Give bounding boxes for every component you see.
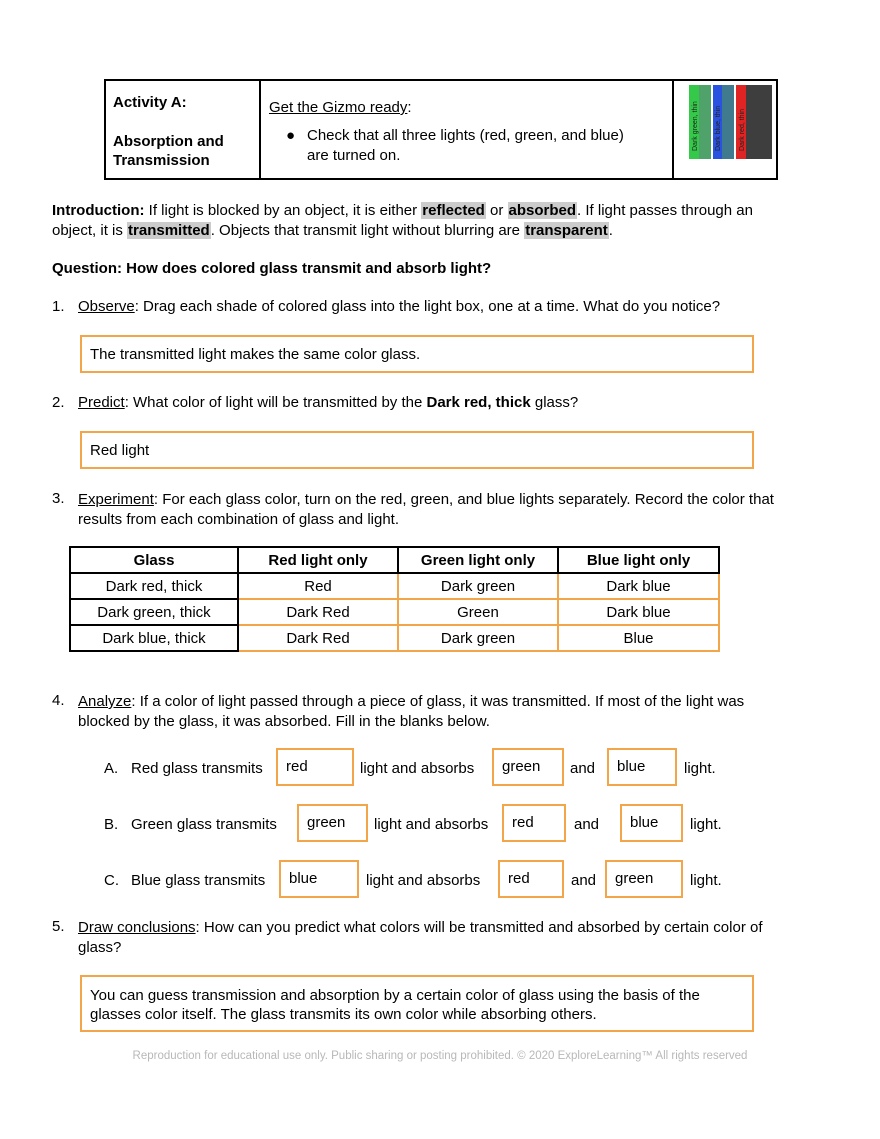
q4-prompt: Analyze: If a color of light passed through a piece of glass, it was transmitted. If most of the light was blocked by the glass, it was absorbed. Fill in the blanks below.: [78, 693, 745, 730]
result-cell[interactable]: Dark Red: [238, 625, 398, 651]
q4b-absorb-blank-1[interactable]: red: [502, 804, 566, 842]
q4c-absorb-blank-2[interactable]: green: [605, 860, 683, 898]
q4b-and: and: [574, 816, 600, 833]
q4b-end: light.: [690, 816, 722, 833]
q4a-transmit-blank[interactable]: red: [276, 748, 354, 786]
glass-label-blue: Dark blue, thin: [715, 105, 722, 151]
q2-prompt: Predict: What color of light will be transmitted by the Dark red, thick glass?: [78, 394, 579, 411]
result-cell[interactable]: Dark Red: [238, 599, 398, 625]
q4a-and: and: [570, 760, 596, 777]
q4c-mid: light and absorbs: [366, 872, 481, 889]
q5-answer-line-2: glasses color itself. The glass transmits its own color while absorbing others.: [90, 1006, 597, 1023]
q4a-end: light.: [684, 760, 716, 777]
q4c-and: and: [571, 872, 597, 889]
table-row: [70, 625, 719, 651]
bullet-line-2: are turned on.: [307, 147, 401, 164]
q4a-absorb-blank-1[interactable]: green: [492, 748, 564, 786]
bullet-line-1: Check that all three lights (red, green, and blue): [307, 127, 624, 144]
q4-number: 4.: [52, 692, 65, 709]
activity-title-line1: Absorption and: [113, 133, 224, 150]
q2-answer-field[interactable]: Red light: [80, 431, 754, 469]
q4a-absorb-blank-2[interactable]: blue: [607, 748, 677, 786]
glass-label-green: Dark green, thin: [692, 101, 699, 151]
q2-number: 2.: [52, 394, 65, 411]
header-green-light: Green light only: [398, 547, 558, 573]
activity-header-table: [104, 79, 778, 180]
q4c-absorb-blank-1[interactable]: red: [498, 860, 564, 898]
q4b-transmit-blank[interactable]: green: [297, 804, 368, 842]
glass-label-red: Dark red, thin: [739, 108, 746, 151]
q4b-lead: Green glass transmits: [131, 816, 277, 833]
copyright-footer: Reproduction for educational use only. Public sharing or posting prohibited. © 2020 ExploreLearning™ All rights reserved: [132, 1050, 748, 1062]
table-row: [70, 573, 719, 599]
result-cell[interactable]: Dark green: [398, 625, 558, 651]
glass-cell: Dark red, thick: [70, 573, 238, 599]
activity-label: Activity A:: [113, 94, 187, 111]
result-cell[interactable]: Red: [238, 573, 398, 599]
results-table: [69, 546, 720, 652]
q4c-lead: Blue glass transmits: [131, 872, 266, 889]
gizmo-glass-image: [674, 81, 774, 178]
q1-prompt: Observe: Drag each shade of colored glass into the light box, one at a time. What do you notice?: [78, 298, 721, 315]
q3-number: 3.: [52, 490, 65, 507]
q4a-letter: A.: [104, 760, 119, 777]
table-header-row: [70, 547, 719, 573]
result-cell[interactable]: Dark green: [398, 573, 558, 599]
table-row: [70, 599, 719, 625]
glass-cell: Dark green, thick: [70, 599, 238, 625]
q5-answer-field[interactable]: [80, 975, 754, 1032]
q1-number: 1.: [52, 298, 65, 315]
result-cell[interactable]: Green: [398, 599, 558, 625]
q3-prompt: Experiment: For each glass color, turn on the red, green, and blue lights separately. Record the color that results from each combination of glass and light.: [78, 491, 774, 528]
header-glass: Glass: [70, 547, 238, 573]
question-heading: Question: How does colored glass transmit and absorb light?: [52, 260, 492, 277]
q4b-letter: B.: [104, 816, 119, 833]
result-cell[interactable]: Dark blue: [558, 599, 719, 625]
q5-answer-line-1: You can guess transmission and absorption by a certain color of glass using the basis of the: [90, 987, 700, 1004]
q5-prompt: Draw conclusions: How can you predict what colors will be transmitted and absorbed by certain color of glass?: [78, 919, 763, 956]
activity-title-cell: [106, 81, 261, 178]
q4a-mid: light and absorbs: [360, 760, 475, 777]
activity-title-line2: Transmission: [113, 152, 210, 169]
result-cell[interactable]: Blue: [558, 625, 719, 651]
q4c-letter: C.: [104, 872, 119, 889]
q1-answer-field[interactable]: The transmitted light makes the same color glass.: [80, 335, 754, 373]
q4c-end: light.: [690, 872, 722, 889]
header-blue-light: Blue light only: [558, 547, 719, 573]
q4b-mid: light and absorbs: [374, 816, 489, 833]
glass-cell: Dark blue, thick: [70, 625, 238, 651]
q4c-transmit-blank[interactable]: blue: [279, 860, 359, 898]
q4a-lead: Red glass transmits: [131, 760, 263, 777]
introduction-paragraph: Introduction: If light is blocked by an object, it is either reflected or absorbed. If light passes through an object, it is transmitted. Objects that transmit light without blurring are transparent.: [52, 202, 753, 239]
result-cell[interactable]: Dark blue: [558, 573, 719, 599]
gizmo-thumbnail: [672, 81, 776, 178]
q4b-absorb-blank-2[interactable]: blue: [620, 804, 683, 842]
get-ready-heading: Get the Gizmo ready:: [269, 99, 412, 116]
q5-number: 5.: [52, 918, 65, 935]
bullet-icon: ●: [286, 127, 296, 144]
header-red-light: Red light only: [238, 547, 398, 573]
